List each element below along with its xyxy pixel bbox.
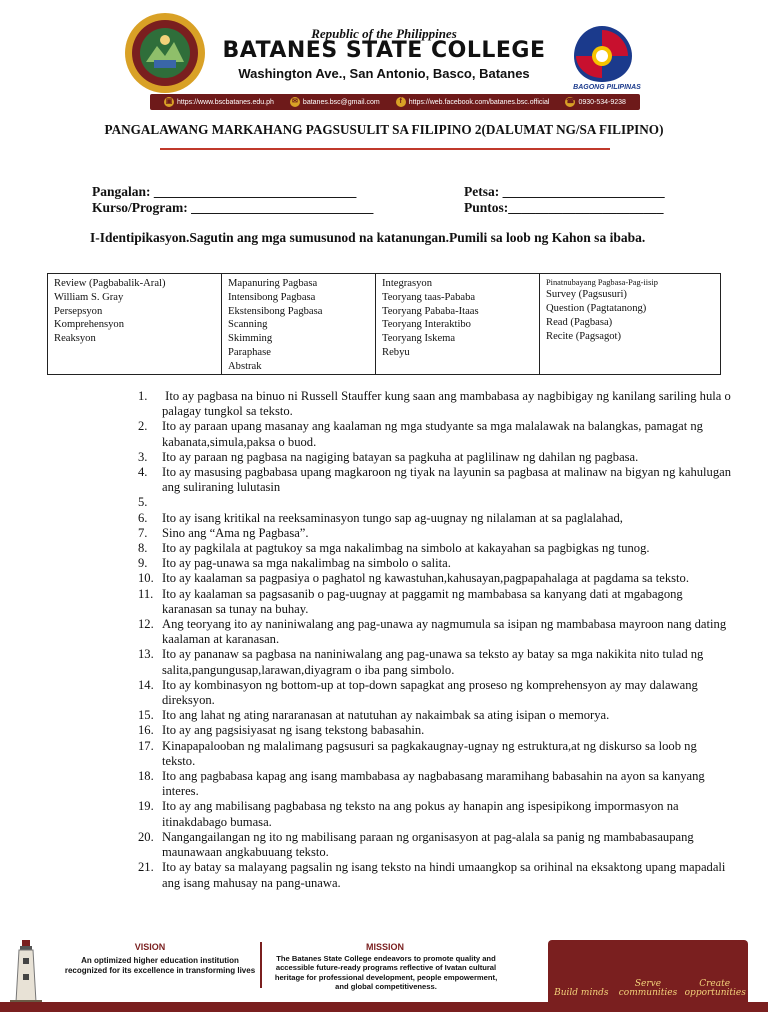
question-number: 10.: [138, 571, 154, 586]
word-bank-item: Question (Pagtatanong): [546, 303, 647, 314]
contact-email-text: batanes.bsc@gmail.com: [302, 98, 380, 106]
question-number: 13.: [138, 647, 154, 662]
question-number: 4.: [138, 465, 148, 480]
pangalan-field[interactable]: Pangalan: ______________________________: [92, 184, 357, 199]
question-number: 12.: [138, 617, 154, 632]
question-number: 1.: [138, 389, 148, 403]
contact-facebook-text: https://web.facebook.com/batanes.bsc.official: [408, 98, 550, 106]
question-item: [138, 617, 732, 647]
question-item: [138, 389, 732, 419]
question-number: 5.: [138, 495, 148, 510]
question-item: [138, 860, 732, 890]
word-bank-item: William S. Gray: [54, 291, 124, 303]
word-bank-item: Intensibong Pagbasa: [228, 291, 316, 303]
mission-text: The Batanes State College endeavors to promote quality and accessible future-ready programs reflective of Ivatan cultural heritage for professional development, people empowerment, and global competitiveness.: [274, 954, 498, 992]
question-number: 6.: [138, 510, 148, 525]
word-bank-item: Teoryang Iskema: [382, 333, 456, 345]
contact-phone-text: 0930-534-9238: [578, 98, 626, 106]
contact-website-text: https://www.bscbatanes.edu.ph: [177, 98, 274, 106]
word-bank-column-2: [222, 274, 376, 374]
puntos-field[interactable]: Puntos:_______________________: [464, 200, 664, 215]
question-number: 17.: [138, 738, 154, 753]
question-item: [138, 647, 732, 677]
word-bank-column-3: [376, 274, 540, 374]
footer: [0, 928, 768, 1024]
contact-phone[interactable]: [565, 97, 626, 107]
question-number: 15.: [138, 708, 154, 723]
motto-serve: Serve communities: [618, 979, 678, 998]
question-text: [162, 495, 732, 510]
question-item: [138, 708, 732, 723]
question-text: Ito ay batay sa malayang pagsalin ng isang teksto na hindi umaangkop sa orihinal na eksaktong upang mapadali ang isang mahusay na pang-unawa.: [162, 860, 726, 890]
question-number: 19.: [138, 799, 154, 814]
question-item: [138, 678, 732, 708]
question-item: [138, 556, 732, 571]
word-bank-item: Paraphase: [228, 346, 271, 358]
word-bank-item: Review (Pagbabalik-Aral): [54, 278, 166, 289]
question-text: Kinapapalooban ng malalimang pagsusuri sa pagkakaugnay-ugnay ng estruktura,at ng diskurso sa loob ng teksto.: [162, 738, 697, 768]
word-bank-item: Rebyu: [382, 346, 410, 358]
question-text: Ito ay ang mabilisang pagbabasa ng teksto na ang pokus ay hanapin ang ispesipikong impormasyon na itinakdabago bumasa.: [162, 799, 679, 829]
question-number: 8.: [138, 541, 148, 556]
question-text: Ito ay ang pagsisiyasat ng isang tekstong babasahin.: [162, 723, 425, 738]
question-number: 20.: [138, 829, 154, 844]
question-text: Nangangailangan ng ito ng mabilisang paraan ng organisasyon at pag-alala sa panig ng mambabasaupang maunawaan angkabuuang teksto.: [162, 829, 694, 860]
word-bank-item: Persepsyon: [54, 305, 103, 317]
word-bank-column-4: [540, 274, 720, 374]
bagong-pilipinas-logo: [566, 20, 638, 92]
question-item: [138, 541, 732, 556]
question-item: [138, 723, 732, 738]
question-text: Ito ay pagkilala at pagtukoy sa mga nakalimbag na simbolo at kakayahan sa pagbigkas ng tunog.: [162, 541, 650, 556]
motto-banner: [548, 940, 748, 1006]
question-text: Ito ay pananaw sa pagbasa na naniniwalang ang pag-unawa sa teksto ay batay sa mga nakikita nito tulad ng salita,pangungusap,larawan,diyagram o iba pang simbolo.: [162, 647, 704, 677]
word-bank-item: Integrasyon: [382, 278, 433, 289]
question-text: Ito ay masusing pagbabasa upang magkaroon ng tiyak na layunin sa pagbasa at malinaw na bigyan ng kahulugan ang suliraning lulutasin: [162, 465, 732, 495]
vision-text: An optimized higher education institution recognized for its excellence in transforming lives: [64, 956, 256, 975]
word-bank-heading: Pinatnubayang Pagbasa-Pag-iisip: [546, 278, 658, 287]
question-item: [138, 799, 732, 829]
mail-icon: ✉: [290, 97, 300, 107]
question-item: [138, 739, 732, 769]
question-number: 18.: [138, 769, 154, 784]
question-list: [138, 389, 732, 891]
college-name: BATANES STATE COLLEGE: [222, 38, 546, 63]
question-item: [138, 769, 732, 799]
question-text: Ito ay pagbasa na binuo ni Russell Stauffer kung saan ang mambabasa ay nagbibigay ng kanilang sariling hula o palagay tungkol sa teksto.: [162, 389, 734, 419]
question-number: 9.: [138, 556, 148, 571]
question-item: [138, 587, 732, 617]
republic-label: Republic of the Philippines: [311, 26, 457, 41]
phone-icon: ☎: [566, 98, 575, 105]
question-item: [138, 511, 732, 526]
contact-email[interactable]: [290, 97, 380, 107]
word-bank-item: Survey (Pagsusuri): [546, 289, 627, 300]
question-text: Ito ay paraan ng pagbasa na nagiging batayan sa pagkuha at paglilinaw ng dahilan ng pagbasa.: [162, 449, 639, 464]
question-text: Ito ay kaalaman sa pagpasiya o paghatol ng kawastuhan,kahusayan,pagpapahalaga at pagdama sa teksto.: [162, 571, 689, 586]
instruction-text: I-Identipikasyon.Sagutin ang mga sumusunod na katanungan.Pumili sa loob ng Kahon sa ibaba.: [90, 230, 646, 245]
question-number: 14.: [138, 677, 154, 692]
petsa-field[interactable]: Petsa: ________________________: [464, 184, 665, 199]
kurso-field[interactable]: Kurso/Program: ___________________________: [92, 200, 374, 215]
word-bank-column-1: [48, 274, 222, 374]
word-bank-item: Ekstensibong Pagbasa: [228, 305, 323, 317]
contact-website[interactable]: [164, 97, 274, 107]
word-bank-item: Scanning: [228, 319, 268, 331]
word-bank-item: Mapanuring Pagbasa: [228, 278, 318, 289]
question-text: Ito ang lahat ng ating nararanasan at natutuhan ay nakaimbak sa ating isipan o memorya.: [162, 708, 610, 723]
word-bank-item: Teoryang Interaktibo: [382, 319, 471, 331]
word-bank-item: Recite (Pagsagot): [546, 331, 622, 342]
question-number: 16.: [138, 723, 154, 738]
footer-divider: [260, 942, 262, 988]
question-text: Sino ang “Ama ng Pagbasa”.: [162, 525, 309, 540]
question-item: [138, 830, 732, 860]
question-text: Ang teoryang ito ay naniniwalang ang pag-unawa ay nagmumula sa isipan ng mambabasa mayroon nang dating kaalaman at karanasan.: [162, 617, 727, 647]
word-bank-item: Skimming: [228, 333, 273, 345]
college-address: Washington Ave., San Antonio, Basco, Batanes: [238, 66, 530, 81]
motto-create: Create opportunities: [684, 979, 746, 998]
question-text: Ito ay kombinasyon ng bottom-up at top-down sapagkat ang proseso ng komprehensyon ay may dalawang direksyon.: [162, 677, 698, 708]
contact-facebook[interactable]: [396, 97, 550, 107]
question-item: [138, 571, 732, 586]
mission-heading: MISSION: [365, 942, 404, 952]
question-number: 3.: [138, 449, 148, 464]
question-text: Ito ay pag-unawa sa mga nakalimbag na simbolo o salita.: [162, 556, 451, 571]
contact-bar: [150, 94, 640, 110]
lighthouse-icon: [6, 936, 46, 1008]
question-item: [138, 419, 732, 449]
question-text: Ito ay kaalaman sa pagsasanib o pag-uugnay at paggamit ng mambabasa sa kanyang dati at mgabagong karanasan sa tunay na buhay.: [162, 586, 683, 616]
motto-build: Build minds: [554, 988, 609, 998]
question-number: 11.: [138, 586, 154, 601]
word-bank-item: Teoryang Pababa-Itaas: [382, 305, 479, 317]
word-bank-item: Reaksyon: [54, 333, 96, 345]
question-number: 2.: [138, 419, 148, 434]
word-bank-item: Read (Pagbasa): [546, 317, 613, 328]
word-bank-item: Teoryang taas-Pababa: [382, 291, 476, 303]
vision-heading: VISION: [134, 942, 166, 952]
computer-icon: ▣: [165, 98, 173, 105]
question-text: Ito ay isang kritikal na reeksaminasyon tungo sap ag-uugnay ng nilalaman at sa paglalahad,: [162, 510, 623, 525]
question-text: Ito ang pagbabasa kapag ang isang mambabasa ay nagbabasang maramihang babasahin na ayon sa kanyang interes.: [162, 769, 705, 799]
question-item: [138, 495, 732, 510]
footer-band: [0, 1002, 768, 1012]
word-bank-box: [47, 273, 721, 375]
question-text: Ito ay paraan upang masanay ang kaalaman ng mga studyante sa mga malalawak na balangkas, pamagat ng kabanata,simula,paksa o buod.: [162, 419, 703, 449]
question-item: [138, 465, 732, 495]
word-bank-item: Abstrak: [228, 360, 262, 372]
question-number: 7.: [138, 525, 148, 540]
exam-title: PANGALAWANG MARKAHANG PAGSUSULIT SA FILIPINO 2(DALUMAT NG/SA FILIPINO): [104, 122, 664, 137]
letterhead: [0, 0, 768, 118]
question-item: [138, 526, 732, 541]
bagong-pilipinas-label: BAGONG PILIPINAS: [573, 84, 641, 91]
question-item: [138, 450, 732, 465]
word-bank-item: Komprehensyon: [54, 319, 125, 331]
title-divider: [160, 148, 610, 150]
facebook-icon: f: [396, 97, 406, 107]
question-number: 21.: [138, 860, 154, 875]
